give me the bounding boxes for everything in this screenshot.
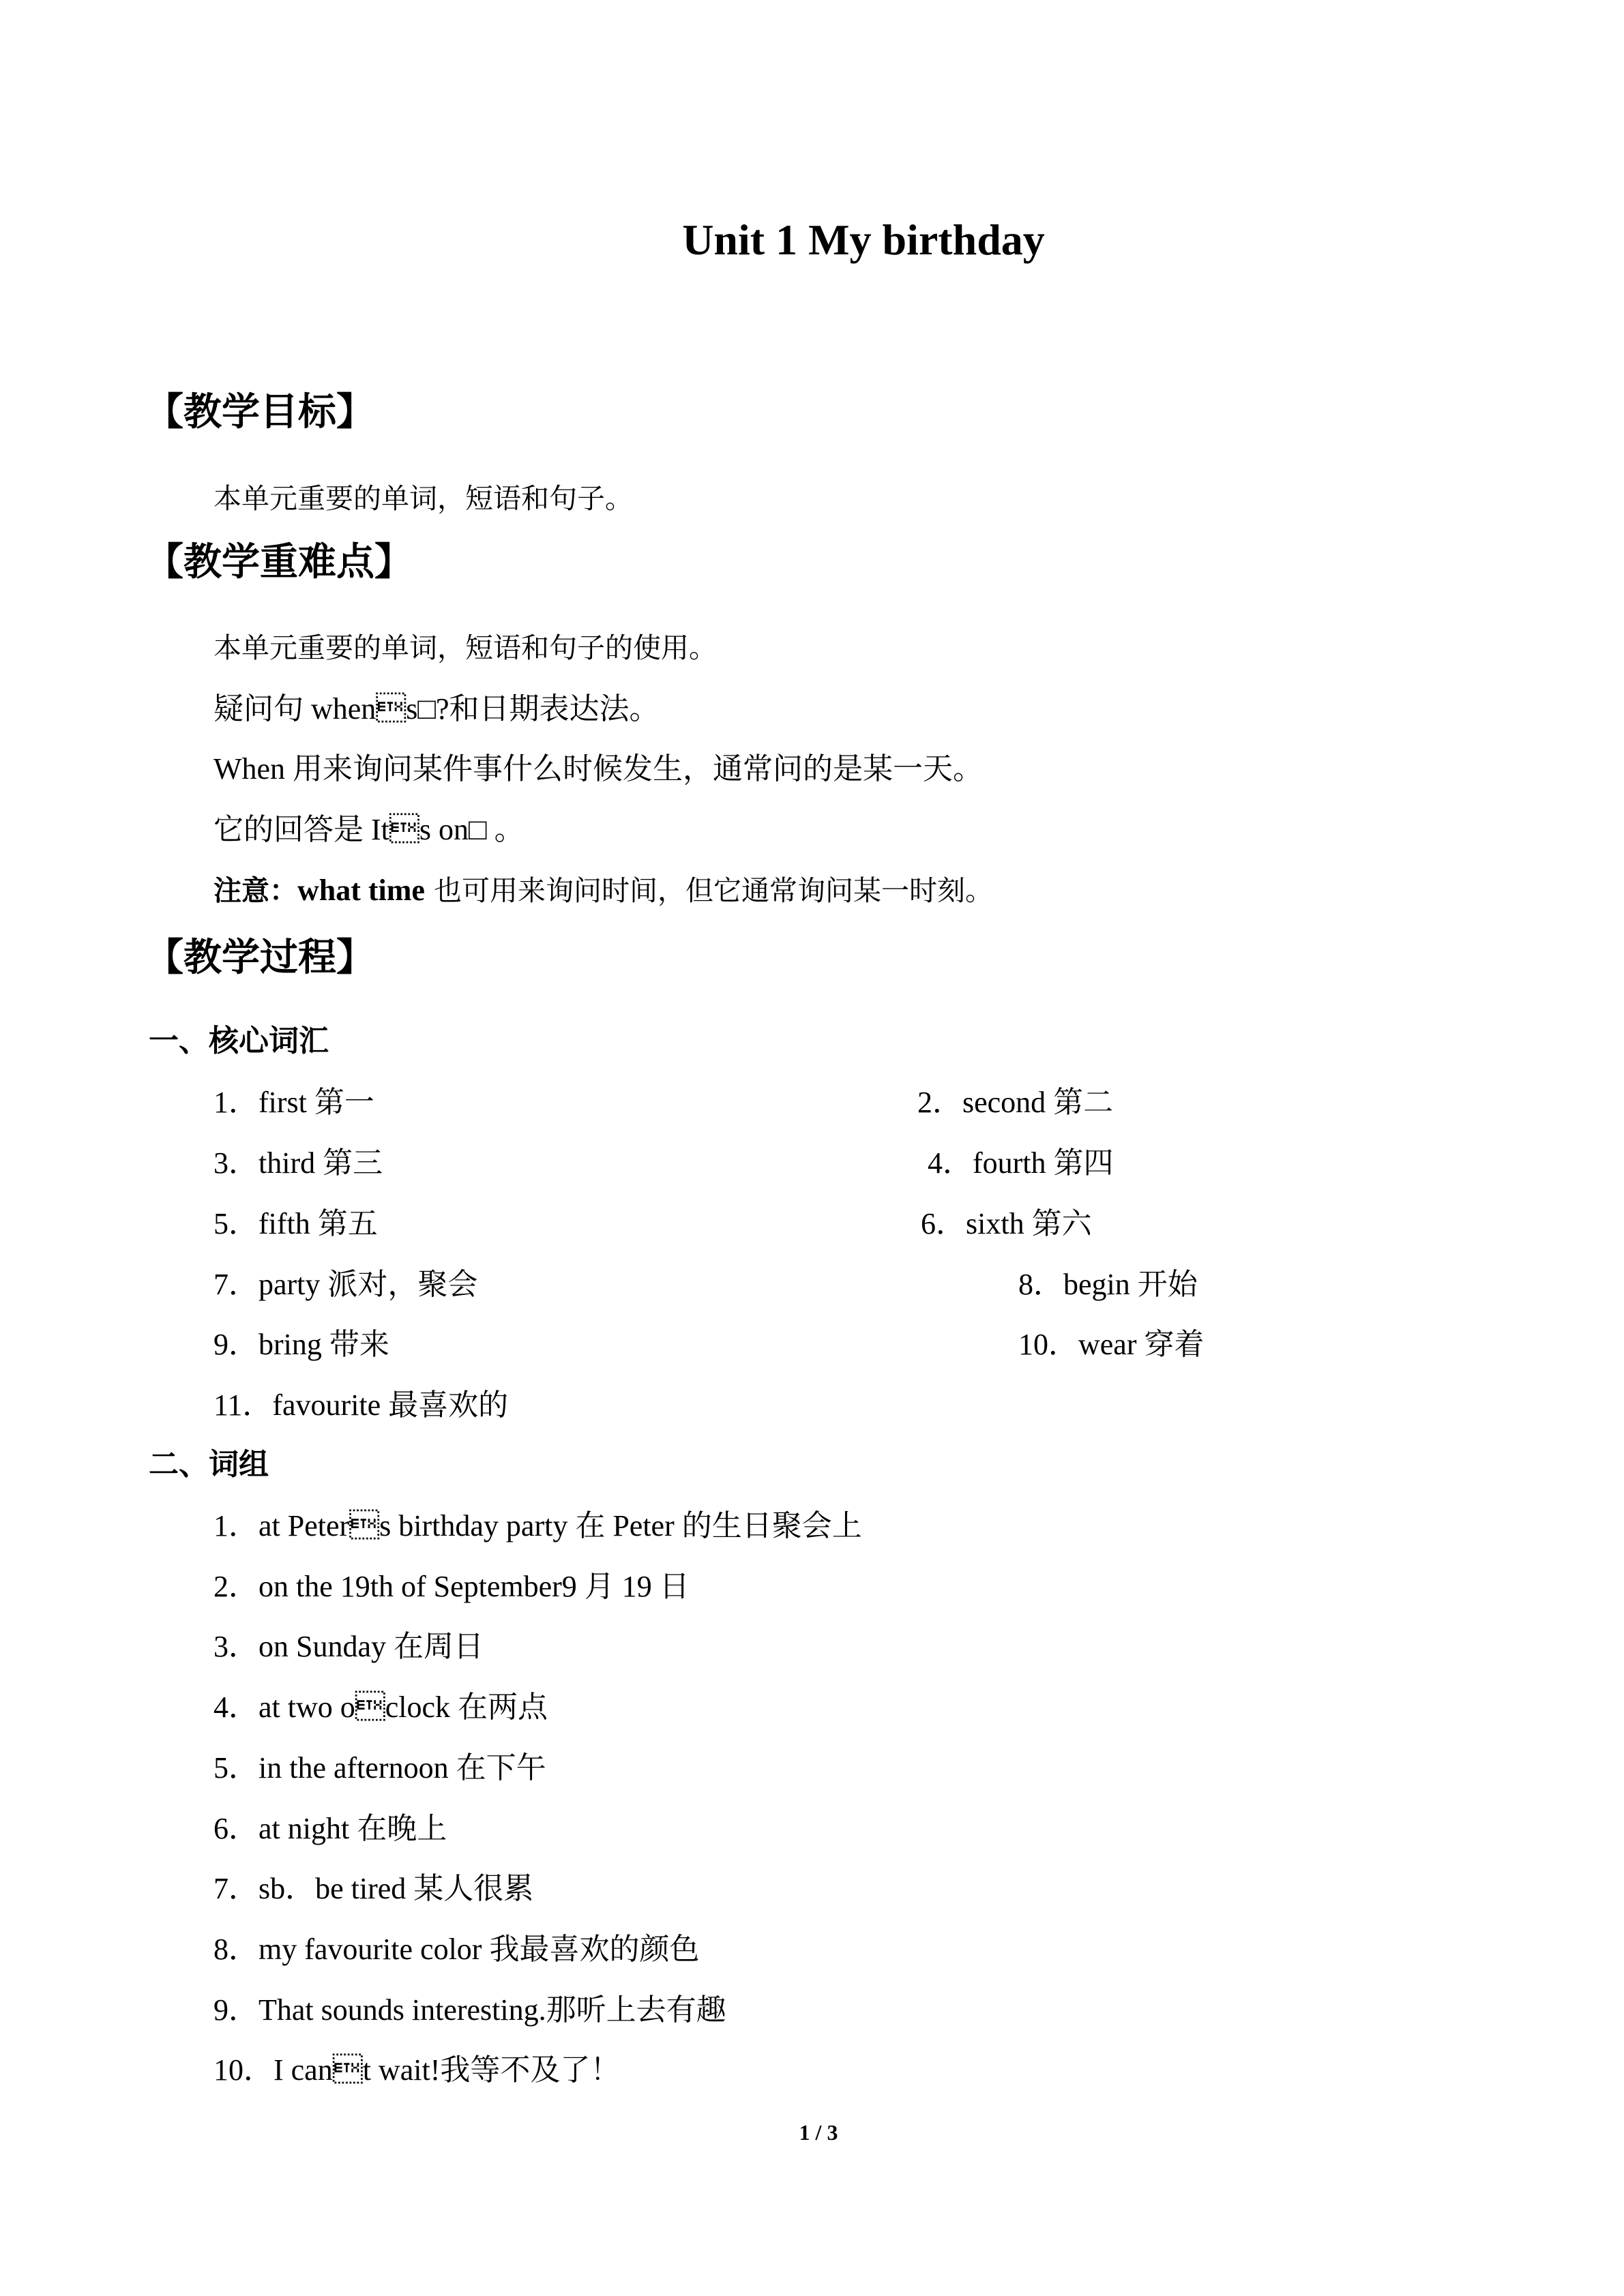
key-point-line: 疑问句 whens□?和日期表达法。 — [213, 692, 660, 726]
phrase-item: 6．at night 在晚上 — [213, 1812, 447, 1845]
phrase-item: 7．sb．be tired 某人很累 — [213, 1872, 534, 1905]
key-point-line: 它的回答是 Its on□ 。 — [213, 813, 525, 846]
key-point-line: 本单元重要的单词，短语和句子的使用。 — [213, 631, 717, 664]
phrase-item: 3．on Sunday 在周日 — [213, 1630, 484, 1663]
phrase-item: 9．That sounds interesting.那听上去有趣 — [213, 1993, 726, 2027]
vocab-item: 9．bring 带来 — [213, 1328, 389, 1361]
vocab-item: 8．begin 开始 — [1018, 1268, 1198, 1301]
note-keyword: what time — [297, 874, 425, 907]
vocab-item: 6．sixth 第六 — [921, 1207, 1092, 1240]
subheading-vocab: 一、核心词汇 — [149, 1024, 329, 1058]
phrase-item: 4．at two oclock 在两点 — [213, 1690, 548, 1724]
key-point-line: When 用来询问某件事什么时候发生，通常问的是某一天。 — [213, 752, 984, 786]
phrase-item: 10．I cant wait!我等不及了！ — [213, 2053, 621, 2087]
key-point-note — [213, 870, 993, 911]
vocab-item: 3．third 第三 — [213, 1146, 383, 1180]
vocab-item: 7．party 派对，聚会 — [213, 1268, 478, 1301]
note-text: 也可用来询问时间，但它通常询问某一时刻。 — [424, 874, 993, 907]
section-heading-process: 【教学过程】 — [145, 936, 374, 980]
section-heading-key-points: 【教学重难点】 — [145, 540, 413, 584]
phrase-item: 8．my favourite color 我最喜欢的颜色 — [213, 1933, 700, 1966]
vocab-item: 4．fourth 第四 — [928, 1146, 1114, 1180]
phrase-item: 1．at Peters birthday party 在 Peter 的生日聚会上 — [213, 1509, 862, 1542]
vocab-item: 2．second 第二 — [917, 1086, 1114, 1119]
page-title: Unit 1 My birthday — [682, 215, 1045, 264]
vocab-item: 1．first 第一 — [213, 1086, 374, 1119]
note-label: 注意： — [213, 874, 297, 907]
section-heading-goals: 【教学目标】 — [145, 390, 374, 434]
goals-line: 本单元重要的单词，短语和句子。 — [213, 482, 633, 515]
phrase-item: 5．in the afternoon 在下午 — [213, 1751, 546, 1785]
vocab-item: 5．fifth 第五 — [213, 1207, 378, 1240]
subheading-phrases: 二、词组 — [149, 1447, 269, 1482]
phrase-item: 2．on the 19th of September9 月 19 日 — [213, 1570, 690, 1603]
vocab-item: 10．wear 穿着 — [1018, 1328, 1205, 1361]
vocab-item: 11．favourite 最喜欢的 — [213, 1388, 509, 1422]
page-number: 1 / 3 — [799, 2120, 838, 2145]
